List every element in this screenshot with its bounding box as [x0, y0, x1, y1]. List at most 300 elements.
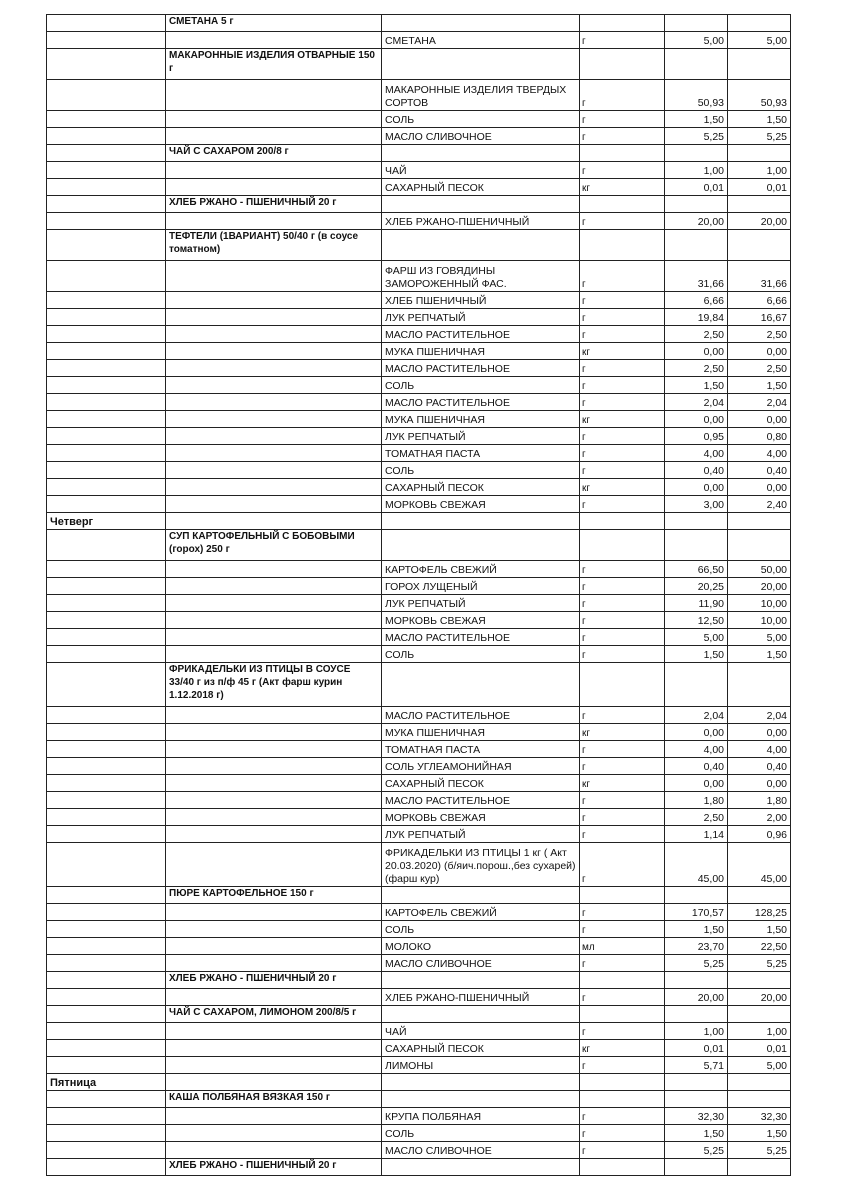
ingredient-name-cell	[382, 49, 580, 80]
dish-cell	[166, 80, 382, 111]
ingredient-name-cell	[382, 145, 580, 162]
unit-cell	[580, 972, 665, 989]
unit-cell: г	[580, 707, 665, 724]
gross-weight-cell	[665, 1159, 728, 1176]
gross-weight-cell: 0,95	[665, 428, 728, 445]
ingredient-name-cell: ТОМАТНАЯ ПАСТА	[382, 445, 580, 462]
net-weight-cell: 31,66	[728, 261, 791, 292]
dish-cell	[166, 561, 382, 578]
day-cell: Пятница	[47, 1074, 166, 1091]
gross-weight-cell	[665, 196, 728, 213]
net-weight-cell: 32,30	[728, 1108, 791, 1125]
net-weight-cell: 0,80	[728, 428, 791, 445]
gross-weight-cell: 1,50	[665, 921, 728, 938]
unit-cell: г	[580, 1125, 665, 1142]
unit-cell: кг	[580, 1040, 665, 1057]
day-cell	[47, 496, 166, 513]
ingredient-name-cell: МАСЛО РАСТИТЕЛЬНОЕ	[382, 707, 580, 724]
day-row	[47, 513, 791, 530]
ingredient-row	[47, 707, 791, 724]
net-weight-cell: 0,00	[728, 411, 791, 428]
ingredient-row	[47, 1040, 791, 1057]
dish-cell	[166, 513, 382, 530]
day-cell	[47, 809, 166, 826]
ingredient-name-cell	[382, 1159, 580, 1176]
net-weight-cell: 0,40	[728, 462, 791, 479]
day-cell	[47, 1159, 166, 1176]
net-weight-cell	[728, 530, 791, 561]
gross-weight-cell	[665, 887, 728, 904]
ingredient-row	[47, 1057, 791, 1074]
unit-cell: г	[580, 1023, 665, 1040]
gross-weight-cell: 2,04	[665, 707, 728, 724]
net-weight-cell: 2,00	[728, 809, 791, 826]
gross-weight-cell: 5,25	[665, 955, 728, 972]
day-cell	[47, 724, 166, 741]
ingredient-row	[47, 1142, 791, 1159]
day-cell	[47, 1040, 166, 1057]
ingredient-row	[47, 792, 791, 809]
dish-cell	[166, 479, 382, 496]
day-cell	[47, 15, 166, 32]
gross-weight-cell	[665, 15, 728, 32]
day-cell	[47, 646, 166, 663]
ingredient-row	[47, 741, 791, 758]
dish-cell	[166, 578, 382, 595]
gross-weight-cell: 0,00	[665, 724, 728, 741]
net-weight-cell: 1,80	[728, 792, 791, 809]
dish-cell	[166, 394, 382, 411]
day-cell	[47, 741, 166, 758]
ingredient-name-cell: САХАРНЫЙ ПЕСОК	[382, 179, 580, 196]
ingredient-name-cell: ЧАЙ	[382, 1023, 580, 1040]
day-cell	[47, 887, 166, 904]
ingredient-name-cell	[382, 513, 580, 530]
ingredient-name-cell	[382, 15, 580, 32]
net-weight-cell: 20,00	[728, 578, 791, 595]
day-cell	[47, 1023, 166, 1040]
dish-cell	[166, 292, 382, 309]
ingredient-row	[47, 578, 791, 595]
day-cell	[47, 758, 166, 775]
dish-cell	[166, 1142, 382, 1159]
gross-weight-cell: 0,40	[665, 462, 728, 479]
unit-cell	[580, 663, 665, 707]
dish-row	[47, 49, 791, 80]
ingredient-row	[47, 162, 791, 179]
net-weight-cell: 1,50	[728, 111, 791, 128]
gross-weight-cell: 50,93	[665, 80, 728, 111]
net-weight-cell: 16,67	[728, 309, 791, 326]
unit-cell: г	[580, 428, 665, 445]
ingredient-name-cell: ГОРОХ ЛУЩЕНЫЙ	[382, 578, 580, 595]
day-cell	[47, 843, 166, 887]
gross-weight-cell: 12,50	[665, 612, 728, 629]
day-cell	[47, 411, 166, 428]
dish-cell	[166, 32, 382, 49]
ingredient-name-cell: МАСЛО СЛИВОЧНОЕ	[382, 1142, 580, 1159]
unit-cell: г	[580, 826, 665, 843]
dish-cell: ЧАЙ С САХАРОМ, ЛИМОНОМ 200/8/5 г	[166, 1006, 382, 1023]
dish-row	[47, 1006, 791, 1023]
gross-weight-cell: 3,00	[665, 496, 728, 513]
gross-weight-cell: 5,25	[665, 128, 728, 145]
ingredient-row	[47, 343, 791, 360]
ingredient-name-cell: ЛИМОНЫ	[382, 1057, 580, 1074]
gross-weight-cell: 0,01	[665, 179, 728, 196]
net-weight-cell: 0,01	[728, 179, 791, 196]
dish-cell	[166, 326, 382, 343]
unit-cell: г	[580, 326, 665, 343]
ingredient-row	[47, 921, 791, 938]
dish-cell	[166, 496, 382, 513]
day-cell	[47, 1108, 166, 1125]
ingredient-name-cell: МУКА ПШЕНИЧНАЯ	[382, 724, 580, 741]
ingredient-name-cell: ХЛЕБ РЖАНО-ПШЕНИЧНЫЙ	[382, 989, 580, 1006]
net-weight-cell: 1,00	[728, 1023, 791, 1040]
day-cell	[47, 145, 166, 162]
unit-cell	[580, 1159, 665, 1176]
gross-weight-cell: 4,00	[665, 741, 728, 758]
ingredient-name-cell: СОЛЬ	[382, 377, 580, 394]
unit-cell: г	[580, 646, 665, 663]
gross-weight-cell: 4,00	[665, 445, 728, 462]
day-cell	[47, 1006, 166, 1023]
unit-cell: г	[580, 292, 665, 309]
ingredient-row	[47, 462, 791, 479]
ingredient-row	[47, 428, 791, 445]
ingredient-name-cell: МАСЛО СЛИВОЧНОЕ	[382, 955, 580, 972]
ingredient-name-cell: САХАРНЫЙ ПЕСОК	[382, 775, 580, 792]
ingredient-name-cell: САХАРНЫЙ ПЕСОК	[382, 479, 580, 496]
dish-cell	[166, 921, 382, 938]
dish-cell: ЧАЙ С САХАРОМ 200/8 г	[166, 145, 382, 162]
dish-row	[47, 145, 791, 162]
net-weight-cell: 20,00	[728, 213, 791, 230]
ingredient-row	[47, 1125, 791, 1142]
dish-cell	[166, 411, 382, 428]
unit-cell	[580, 1091, 665, 1108]
unit-cell: кг	[580, 724, 665, 741]
unit-cell: г	[580, 843, 665, 887]
gross-weight-cell: 32,30	[665, 1108, 728, 1125]
dish-row	[47, 663, 791, 707]
dish-cell	[166, 1108, 382, 1125]
gross-weight-cell	[665, 1074, 728, 1091]
gross-weight-cell: 1,00	[665, 162, 728, 179]
gross-weight-cell: 0,00	[665, 343, 728, 360]
net-weight-cell: 0,96	[728, 826, 791, 843]
day-cell	[47, 179, 166, 196]
unit-cell: г	[580, 1108, 665, 1125]
net-weight-cell: 0,00	[728, 724, 791, 741]
day-cell	[47, 663, 166, 707]
menu-sheet	[46, 14, 787, 1176]
ingredient-row	[47, 394, 791, 411]
unit-cell: г	[580, 1142, 665, 1159]
unit-cell	[580, 49, 665, 80]
gross-weight-cell: 5,71	[665, 1057, 728, 1074]
day-cell	[47, 292, 166, 309]
net-weight-cell: 20,00	[728, 989, 791, 1006]
dish-row	[47, 15, 791, 32]
dish-cell	[166, 809, 382, 826]
gross-weight-cell	[665, 145, 728, 162]
unit-cell: кг	[580, 179, 665, 196]
day-cell	[47, 445, 166, 462]
ingredient-name-cell: МОРКОВЬ СВЕЖАЯ	[382, 809, 580, 826]
dish-cell	[166, 213, 382, 230]
unit-cell: г	[580, 445, 665, 462]
unit-cell	[580, 1074, 665, 1091]
unit-cell: г	[580, 989, 665, 1006]
day-cell	[47, 162, 166, 179]
ingredient-name-cell: ХЛЕБ РЖАНО-ПШЕНИЧНЫЙ	[382, 213, 580, 230]
dish-cell	[166, 343, 382, 360]
net-weight-cell	[728, 230, 791, 261]
net-weight-cell: 2,50	[728, 326, 791, 343]
dish-cell	[166, 955, 382, 972]
ingredient-row	[47, 326, 791, 343]
gross-weight-cell: 0,40	[665, 758, 728, 775]
unit-cell: г	[580, 111, 665, 128]
day-cell	[47, 230, 166, 261]
net-weight-cell: 6,66	[728, 292, 791, 309]
net-weight-cell	[728, 1091, 791, 1108]
ingredient-row	[47, 904, 791, 921]
dish-cell: ТЕФТЕЛИ (1ВАРИАНТ) 50/40 г (в соусе томатном)	[166, 230, 382, 261]
dish-cell	[166, 111, 382, 128]
ingredient-name-cell: МАСЛО РАСТИТЕЛЬНОЕ	[382, 326, 580, 343]
dish-cell	[166, 428, 382, 445]
dish-cell	[166, 1057, 382, 1074]
unit-cell: г	[580, 612, 665, 629]
ingredient-name-cell	[382, 663, 580, 707]
unit-cell: кг	[580, 479, 665, 496]
unit-cell	[580, 15, 665, 32]
unit-cell: г	[580, 595, 665, 612]
unit-cell: г	[580, 128, 665, 145]
dish-cell: ХЛЕБ РЖАНО - ПШЕНИЧНЫЙ 20 г	[166, 972, 382, 989]
day-cell	[47, 921, 166, 938]
ingredient-row	[47, 360, 791, 377]
unit-cell: г	[580, 213, 665, 230]
net-weight-cell	[728, 972, 791, 989]
ingredient-name-cell: ХЛЕБ ПШЕНИЧНЫЙ	[382, 292, 580, 309]
dish-cell	[166, 629, 382, 646]
net-weight-cell	[728, 1074, 791, 1091]
net-weight-cell: 2,50	[728, 360, 791, 377]
net-weight-cell: 10,00	[728, 595, 791, 612]
ingredient-name-cell: СОЛЬ	[382, 921, 580, 938]
gross-weight-cell: 0,01	[665, 1040, 728, 1057]
gross-weight-cell: 1,50	[665, 111, 728, 128]
dish-row	[47, 1091, 791, 1108]
ingredient-name-cell: МОРКОВЬ СВЕЖАЯ	[382, 612, 580, 629]
net-weight-cell	[728, 887, 791, 904]
ingredient-row	[47, 843, 791, 887]
dish-cell	[166, 938, 382, 955]
day-cell	[47, 938, 166, 955]
gross-weight-cell: 5,00	[665, 32, 728, 49]
ingredient-name-cell: КАРТОФЕЛЬ СВЕЖИЙ	[382, 904, 580, 921]
ingredient-row	[47, 955, 791, 972]
net-weight-cell: 2,04	[728, 707, 791, 724]
net-weight-cell: 5,00	[728, 1057, 791, 1074]
day-cell	[47, 595, 166, 612]
dish-cell	[166, 1125, 382, 1142]
day-cell	[47, 972, 166, 989]
ingredient-name-cell: СОЛЬ	[382, 111, 580, 128]
gross-weight-cell: 5,00	[665, 629, 728, 646]
unit-cell: г	[580, 629, 665, 646]
gross-weight-cell: 20,00	[665, 989, 728, 1006]
dish-cell	[166, 741, 382, 758]
net-weight-cell	[728, 663, 791, 707]
dish-row	[47, 972, 791, 989]
unit-cell: г	[580, 758, 665, 775]
gross-weight-cell: 0,00	[665, 411, 728, 428]
ingredient-row	[47, 292, 791, 309]
unit-cell: г	[580, 578, 665, 595]
net-weight-cell: 5,25	[728, 955, 791, 972]
gross-weight-cell	[665, 530, 728, 561]
unit-cell: г	[580, 741, 665, 758]
ingredient-row	[47, 80, 791, 111]
gross-weight-cell	[665, 1091, 728, 1108]
ingredient-row	[47, 809, 791, 826]
ingredient-name-cell: СОЛЬ	[382, 646, 580, 663]
dish-cell: ФРИКАДЕЛЬКИ ИЗ ПТИЦЫ В СОУСЕ 33/40 г из п/ф 45 г (Акт фарш курин 1.12.2018 г)	[166, 663, 382, 707]
day-cell	[47, 462, 166, 479]
ingredient-name-cell: МАСЛО СЛИВОЧНОЕ	[382, 128, 580, 145]
ingredient-name-cell: ЧАЙ	[382, 162, 580, 179]
day-cell	[47, 49, 166, 80]
ingredient-row	[47, 213, 791, 230]
day-cell	[47, 326, 166, 343]
gross-weight-cell: 6,66	[665, 292, 728, 309]
ingredient-name-cell	[382, 530, 580, 561]
day-cell	[47, 80, 166, 111]
gross-weight-cell: 0,00	[665, 479, 728, 496]
ingredient-name-cell: ЛУК РЕПЧАТЫЙ	[382, 595, 580, 612]
dish-cell: ХЛЕБ РЖАНО - ПШЕНИЧНЫЙ 20 г	[166, 1159, 382, 1176]
ingredient-name-cell: ТОМАТНАЯ ПАСТА	[382, 741, 580, 758]
gross-weight-cell	[665, 230, 728, 261]
ingredient-row	[47, 758, 791, 775]
day-cell	[47, 792, 166, 809]
dish-cell	[166, 792, 382, 809]
ingredient-row	[47, 938, 791, 955]
unit-cell: г	[580, 377, 665, 394]
net-weight-cell: 5,00	[728, 32, 791, 49]
unit-cell: г	[580, 394, 665, 411]
net-weight-cell: 5,00	[728, 629, 791, 646]
dish-row	[47, 1159, 791, 1176]
net-weight-cell: 5,25	[728, 128, 791, 145]
dish-cell: КАША ПОЛБЯНАЯ ВЯЗКАЯ 150 г	[166, 1091, 382, 1108]
ingredient-name-cell: МУКА ПШЕНИЧНАЯ	[382, 343, 580, 360]
ingredient-name-cell: МАСЛО РАСТИТЕЛЬНОЕ	[382, 394, 580, 411]
gross-weight-cell: 1,14	[665, 826, 728, 843]
ingredient-name-cell	[382, 1074, 580, 1091]
gross-weight-cell	[665, 513, 728, 530]
ingredient-row	[47, 1108, 791, 1125]
net-weight-cell	[728, 15, 791, 32]
day-cell	[47, 955, 166, 972]
dish-cell: ХЛЕБ РЖАНО - ПШЕНИЧНЫЙ 20 г	[166, 196, 382, 213]
gross-weight-cell: 0,00	[665, 775, 728, 792]
dish-cell	[166, 1074, 382, 1091]
menu-table-body	[47, 15, 791, 1176]
unit-cell	[580, 145, 665, 162]
net-weight-cell	[728, 196, 791, 213]
unit-cell: г	[580, 80, 665, 111]
net-weight-cell: 45,00	[728, 843, 791, 887]
ingredient-row	[47, 377, 791, 394]
gross-weight-cell: 23,70	[665, 938, 728, 955]
ingredient-row	[47, 561, 791, 578]
ingredient-name-cell: СОЛЬ	[382, 1125, 580, 1142]
ingredient-name-cell: МОЛОКО	[382, 938, 580, 955]
ingredient-row	[47, 32, 791, 49]
gross-weight-cell: 170,57	[665, 904, 728, 921]
day-row	[47, 1074, 791, 1091]
gross-weight-cell: 1,00	[665, 1023, 728, 1040]
dish-cell	[166, 1023, 382, 1040]
day-cell	[47, 826, 166, 843]
dish-cell	[166, 775, 382, 792]
gross-weight-cell: 2,50	[665, 809, 728, 826]
unit-cell: г	[580, 792, 665, 809]
gross-weight-cell: 2,50	[665, 360, 728, 377]
net-weight-cell: 0,00	[728, 343, 791, 360]
ingredient-name-cell: ЛУК РЕПЧАТЫЙ	[382, 428, 580, 445]
gross-weight-cell: 19,84	[665, 309, 728, 326]
gross-weight-cell: 2,04	[665, 394, 728, 411]
dish-row	[47, 230, 791, 261]
dish-cell	[166, 462, 382, 479]
dish-cell	[166, 261, 382, 292]
net-weight-cell	[728, 145, 791, 162]
gross-weight-cell: 20,00	[665, 213, 728, 230]
ingredient-row	[47, 595, 791, 612]
ingredient-name-cell: МАСЛО РАСТИТЕЛЬНОЕ	[382, 629, 580, 646]
gross-weight-cell	[665, 1006, 728, 1023]
day-cell: Четверг	[47, 513, 166, 530]
unit-cell: кг	[580, 775, 665, 792]
net-weight-cell	[728, 1159, 791, 1176]
gross-weight-cell: 20,25	[665, 578, 728, 595]
net-weight-cell: 1,50	[728, 1125, 791, 1142]
ingredient-name-cell	[382, 972, 580, 989]
day-cell	[47, 904, 166, 921]
net-weight-cell: 22,50	[728, 938, 791, 955]
unit-cell: г	[580, 32, 665, 49]
unit-cell: кг	[580, 343, 665, 360]
dish-cell	[166, 612, 382, 629]
day-cell	[47, 377, 166, 394]
day-cell	[47, 1125, 166, 1142]
dish-cell	[166, 309, 382, 326]
net-weight-cell: 1,50	[728, 921, 791, 938]
ingredient-row	[47, 445, 791, 462]
day-cell	[47, 578, 166, 595]
net-weight-cell: 1,00	[728, 162, 791, 179]
menu-table	[46, 14, 791, 1176]
net-weight-cell: 0,40	[728, 758, 791, 775]
net-weight-cell: 2,40	[728, 496, 791, 513]
